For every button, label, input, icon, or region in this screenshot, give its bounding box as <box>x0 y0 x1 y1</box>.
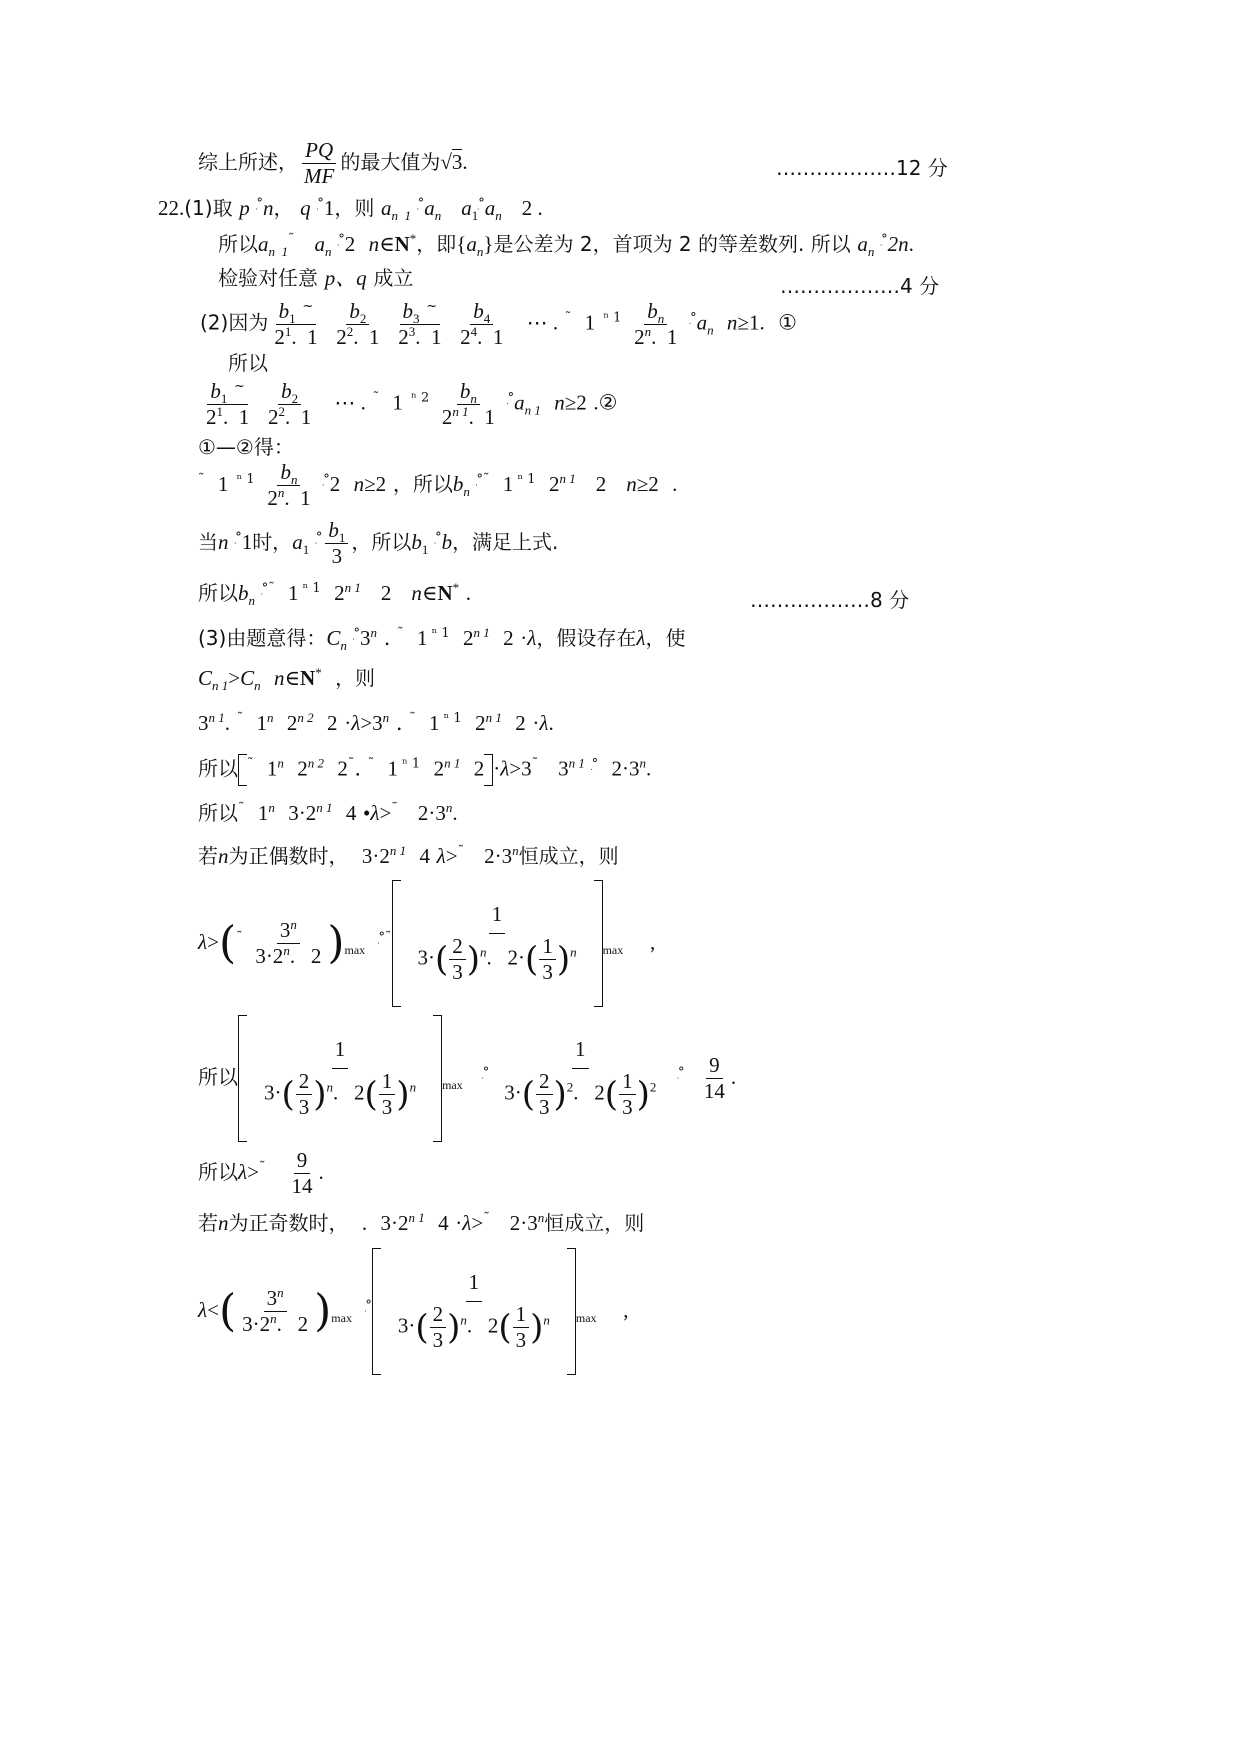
summary-prefix: 综上所述， <box>198 150 298 174</box>
q22-part2-line7: 所以$b_n$ ׅ°˜ 1 $^{^n 1}$ $2^{n 1}$ 2 n∈N* . <box>198 580 472 609</box>
q22-part3-line2: $C_{n 1}>C_n$ n∈N* ，则 <box>198 665 376 694</box>
q22-part3-line5: 所以˜ 1$^n$ $3\cdot 2^{n 1}$ 4 •λ>˜ $2\cdot 3^n$. <box>198 800 458 825</box>
q22-part3-line4: 所以 ˜ 1$^n$ $2^{n 2}$ 2˜. ˜ 1 $^{^n 1}$ $2^{n 1}$ 2 ·λ>3˜ $3^{n 1}$ ׅ° $2\cdot 3^n$. <box>198 754 651 786</box>
summary-suffix: 的最大值为 <box>340 150 441 174</box>
q22-part2-line1: (2)因为 $\frac{b_1 ^\sim}{2^1. 1}$ $\frac{b_2}{2^2. 1}$ $\frac{b_3 ^\sim}{2^3. 1}$ $\frac{b_4}{2^4. 1}$ ⋯ . ˜ 1 $^{^n 1}$ $\frac{b_n}{2^n. 1}$ $^{ׅ^\circ}a_n$ n≥1. ① <box>200 298 797 349</box>
score-12: ………………12 分 <box>776 156 948 180</box>
q22-part2-line3: $\frac{b_1 ^\sim}{2^1. 1}$ $\frac{b_2}{2^2. 1}$ ⋯ . ˜ 1 $^{^n 2}$ $\frac{b_n}{2^{n 1}. 1}$ $^{ׅ^\circ}a_{n 1}$ n≥2 .② <box>206 378 618 429</box>
part1-label: (1) <box>184 196 213 220</box>
sqrt-value: 3 <box>451 150 463 174</box>
q22-part3-even-line: 若n为正偶数时， $3\cdot 2^{n 1}$ 4 λ>˜ $2\cdot 3^n$恒成立，则 <box>198 843 619 868</box>
q22-part1-line3: 检验对任意 p、q 成立 <box>218 266 414 290</box>
summary-line: 综上所述， $\frac{PQ}{MF}$ 的最大值为√3. <box>198 138 468 188</box>
q22-part2-line4: ①—②得： <box>198 435 294 459</box>
score-8: ………………8 分 <box>750 588 910 612</box>
q22-part1-line2: 所以$a_{n 1}^˜$ $a_n$ ׅ°2 n∈N*，即$\{a_n\}$是公差为 2，首项为 2 的等差数列. 所以 $a_n$ ׅ°2n. <box>218 231 914 260</box>
q22-part3-even-so: 所以 1 3·( $\frac{2}{3}$ )$^n$. 2( $\frac{1}{3}$ )$^n$ $_{max}$ ׅ° 1 3·( $\frac{2}{3}$ )$^2$. 2( $\frac{1}{3}$ )$^2$ ׅ° $\frac{9}{14}$ . <box>198 1015 736 1142</box>
question-number: 22. <box>158 196 185 220</box>
summary-fraction: $\frac{PQ}{MF}$ <box>304 138 335 188</box>
sqrt-symbol: √ <box>440 150 452 174</box>
q22-part3-even-result: 所以λ>˜ $\frac{9}{14}$ . <box>198 1148 324 1198</box>
q22-part3-line3: $3^{n 1}$. ˜ 1$^n$ $2^{n 2}$ $2 \cdot\lambda>3^n$ . ˜ 1 $^{^n 1}$ $2^{n 1}$ 2 ·λ. <box>198 710 554 735</box>
q22-part3-odd-line: 若n为正奇数时， . $3\cdot 2^{n 1}$ 4 ·λ>˜ $2\cdot 3^n$恒成立，则 <box>198 1210 645 1235</box>
q22-part1-line1: 22.(1)取 p ׅ°n， q ׅ°1，则 $a_{n 1}$ $^{ׅ^\circ}a_n$ $a_1^{ׅ^\circ}a_n$ 2 . <box>158 196 543 224</box>
q22-part2-line6: 当n ׅ°1时，$a_1$ ׅ° $\frac{b_1}{3}$ ，所以$b_1$ ׅ°b，满足上式. <box>198 518 559 568</box>
q22-part2-line2: 所以 <box>228 351 268 375</box>
score-4: ………………4 分 <box>780 274 940 298</box>
q22-part3-line1: (3)由题意得：$C_n$ ׅ°3$^n$ . ˜ 1 $^{^n 1}$ $2^{n 1}$ 2 ·λ，假设存在λ，使 <box>198 625 686 654</box>
q22-part3-even-max: λ>(˜ $\frac{3^n}{3\cdot 2^n. 2}$ )$_{max}$ ׅ°˜ 1 3·( $\frac{2}{3}$ )$^n$. 2·( $\frac{1}{3}$ )$^n$ $_{max}$ , <box>198 880 655 1007</box>
q22-part3-odd-max: λ<( $\frac{3^n}{3\cdot 2^n. 2}$ )$_{max}$ ׅ° 1 3·( $\frac{2}{3}$ )$^n$. 2( $\frac{1}{3}$ )$^n$ $_{max}$ , <box>198 1248 629 1375</box>
q22-part2-line5: ˜ 1 $^{^n 1}$ $\frac{b_n}{2^n. 1}$ ׅ°2 n≥2 ，所以$b_n$ ׅ°˜ 1 $^{^n 1}$ $2^{n 1}$ 2 n≥2 . <box>198 460 678 510</box>
